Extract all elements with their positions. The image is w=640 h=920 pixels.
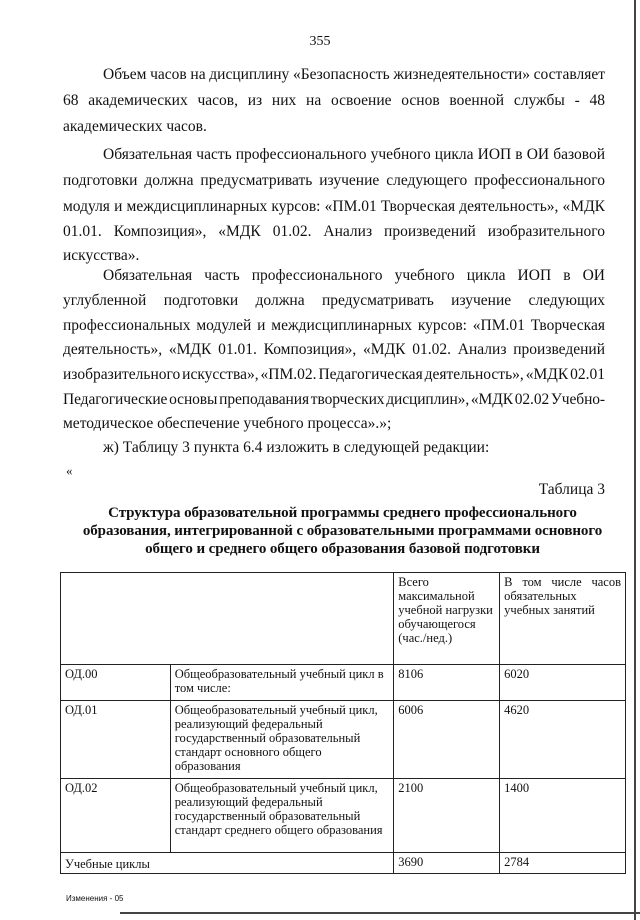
row-total: 6006 [394, 701, 500, 779]
text-line: профессиональных модулей и междисциплинарных курсов: «ПМ.01 Творческая [63, 317, 605, 334]
footer-note: Изменения - 05 [66, 894, 124, 903]
table-summary-row [61, 853, 626, 874]
text-line: Обязательная часть профессионального учебного цикла ИОП в ОИ базовой [103, 146, 605, 163]
summary-total: 3690 [394, 853, 500, 874]
text-line: модуля и междисциплинарных курсов: «ПМ.01 Творческая деятельность», «МДК [63, 198, 605, 215]
summary-label: Учебные циклы [61, 853, 394, 874]
page-number: 355 [309, 34, 331, 49]
table-title [40, 504, 640, 558]
text-line: Обязательная часть профессионального учебного цикла ИОП в ОИ [103, 267, 605, 284]
text-line: 68 академических часов, из них на освоение основ военной службы - 48 [63, 92, 605, 109]
text-line: изобразительного искусства», «ПМ.02. Педагогическая деятельность», «МДК 02.01 [63, 366, 605, 383]
table-row [61, 779, 626, 853]
title-line: Структура образовательной программы среднего профессионального [108, 505, 577, 521]
structure-table [60, 572, 626, 874]
title-line: общего и среднего общего образования базовой подготовки [145, 541, 540, 557]
text-line: методическое обеспечение учебного процесса».»; [63, 415, 392, 432]
row-mandatory: 6020 [500, 665, 626, 701]
scan-border-bottom [120, 912, 640, 914]
table-row [61, 665, 626, 701]
table-row [61, 701, 626, 779]
row-mandatory: 1400 [500, 779, 626, 853]
title-line: образования, интегрированной с образовательными программами основного [82, 523, 603, 539]
row-name: Общеобразовательный учебный цикл в том числе: [170, 665, 394, 701]
header-total-load: Всего максимальной учебной нагрузки обучающегося (час./нед.) [394, 573, 500, 665]
header-blank [61, 573, 394, 665]
summary-mandatory: 2784 [500, 853, 626, 874]
row-total: 2100 [394, 779, 500, 853]
table-header-row [61, 573, 626, 665]
row-mandatory: 4620 [500, 701, 626, 779]
scan-border-right [634, 0, 636, 920]
text-line: Объем часов на дисциплину «Безопасность жизнедеятельности» составляет [103, 66, 605, 83]
instruction-line: ж) Таблицу 3 пункта 6.4 изложить в следующей редакции: [103, 439, 490, 456]
row-code: ОД.01 [61, 701, 171, 779]
text-line: искусства». [63, 247, 140, 264]
text-line: Педагогические основы преподавания творческих дисциплин», «МДК 02.02 Учебно- [63, 391, 605, 408]
text-line: подготовки должна предусматривать изучение следующего профессионального [63, 172, 605, 189]
table-label: Таблица 3 [538, 481, 605, 498]
open-quote: « [66, 463, 73, 478]
row-name: Общеобразовательный учебный цикл, реализующий федеральный государственный образовательный стандарт основного общего образования [170, 701, 394, 779]
header-mandatory: В том числе часов обязательных учебных занятий [500, 573, 626, 665]
row-name: Общеобразовательный учебный цикл, реализующий федеральный государственный образовательный стандарт среднего общего образования [170, 779, 394, 853]
text-line: академических часов. [63, 118, 207, 135]
text-line: углубленной подготовки должна предусматривать изучение следующих [63, 292, 605, 309]
row-total: 8106 [394, 665, 500, 701]
text-line: 01.01. Композиция», «МДК 01.02. Анализ произведений изобразительного [63, 223, 605, 240]
row-code: ОД.02 [61, 779, 171, 853]
text-line: деятельность», «МДК 01.01. Композиция», «МДК 01.02. Анализ произведений [63, 341, 605, 358]
row-code: ОД.00 [61, 665, 171, 701]
